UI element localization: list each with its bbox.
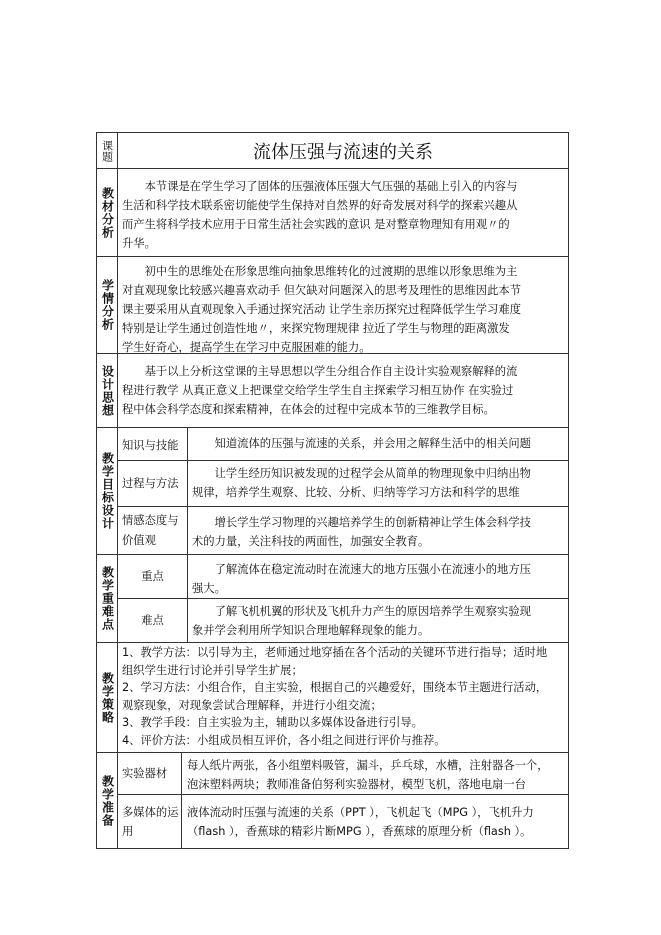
page-title: 流体压强与流速的关系 bbox=[253, 141, 433, 163]
text-line: 初中生的思维处在形象思维向抽象思维转化的过渡期的思维以形象思维为主 bbox=[122, 265, 518, 278]
text-line: 让学生经历知识被发现的过程学会从简单的物理现象中归纳出物 bbox=[192, 467, 531, 480]
teaching-strategy-label: 教学策略 bbox=[100, 671, 115, 724]
text-line: 了解飞机机翼的形状及飞机升力产生的原因培养学生观察实验现 bbox=[192, 605, 531, 618]
text-line: 2、学习方法：小组合作，自主实验，根据自己的兴趣爱好，围绕本节主题进行活动， bbox=[122, 681, 548, 694]
teaching-preparation-label: 教学准备 bbox=[100, 774, 115, 827]
multimedia-content bbox=[187, 803, 567, 847]
text-line: 组织学生进行讨论并引导学生扩展； bbox=[122, 663, 303, 677]
text-line: 基于以上分析这堂课的主导思想以学生分组合作自主设计实验观察解释的流 bbox=[122, 365, 518, 378]
text-line: 象并学会利用所学知识合理地解释现象的能力。 bbox=[192, 624, 430, 637]
text-line: 了解流体在稳定流动时在流速大的地方压强小在流速小的地方压 bbox=[192, 563, 531, 576]
text-line: 4、评价方法：小组成员相互评价，各小组之间进行评价与推荐。 bbox=[122, 733, 446, 747]
key-points-label-cell bbox=[97, 555, 117, 642]
topic-label: 课题 bbox=[100, 139, 114, 162]
key-point-label: 重点 bbox=[141, 570, 164, 583]
text-line: 程进行教学 从真正意义上把课堂交给学生学生自主探索学习相互协作 在实验过 bbox=[122, 384, 514, 397]
text-line: 学生好奇心，提高学生在学习中克服困难的能力。 bbox=[122, 341, 371, 353]
text-line: 升华。 bbox=[122, 237, 156, 250]
student-analysis-label-cell bbox=[97, 257, 117, 353]
teaching-goals-label-cell bbox=[97, 428, 117, 554]
text-line: （flash ），香蕉球的精彩片断MPG ），香蕉球的原理分析（flash ）。 bbox=[187, 825, 532, 838]
goal-knowledge-content bbox=[192, 434, 566, 458]
design-idea-label-cell bbox=[97, 354, 117, 427]
topic-label-cell bbox=[97, 133, 117, 168]
text-line: 3、教学手段：自主实验为主，辅助以多媒体设备进行引导。 bbox=[122, 716, 423, 729]
textbook-analysis-label: 教材分析 bbox=[100, 186, 115, 239]
design-idea-label: 设计思想 bbox=[100, 364, 115, 417]
student-analysis-content bbox=[122, 262, 566, 353]
key-points-label: 教学重难点 bbox=[100, 566, 115, 631]
text-line: 泡沫塑料两块；教师准备伯努利实验器材，模型飞机，落地电扇一台 bbox=[187, 778, 526, 791]
text-line: 程中体会科学态度和探索精神，在体会的过程中完成本节的三维教学目标。 bbox=[122, 403, 495, 416]
student-analysis-label: 学情分析 bbox=[100, 279, 115, 331]
text-line: 本节课是在学生学习了固体的压强液体压强大气压强的基础上引入的内容与 bbox=[122, 180, 518, 193]
goal-process-label: 过程与方法 bbox=[122, 476, 179, 490]
text-line: 液体流动时压强与流速的关系（PPT ），飞机起飞（MPG ），飞机升力 bbox=[187, 806, 534, 819]
goal-emotion-content bbox=[192, 513, 566, 553]
difficult-point-label: 难点 bbox=[141, 614, 164, 627]
text-line: 1、教学方法：以引导为主，老师通过地穿插在各个活动的关键环节进行指导；适时地 bbox=[122, 646, 548, 659]
multimedia-label: 多媒体的运用 bbox=[122, 806, 179, 838]
text-line: 生活和科学技术联系密切能使学生保持对自然界的好奇发展对科学的探索兴趣从 bbox=[122, 199, 518, 212]
text-line: 术的力量，关注科技的两面性，加强安全教育。 bbox=[192, 535, 430, 548]
goal-emotion-label: 情感态度与价值观 bbox=[122, 514, 179, 547]
goal-knowledge-label: 知识与技能 bbox=[122, 439, 179, 452]
text-line: 强大。 bbox=[192, 582, 226, 595]
teaching-strategy-label-cell bbox=[97, 643, 117, 752]
text-line: 知道流体的压强与流速的关系，并会用之解释生活中的相关问题 bbox=[192, 437, 531, 450]
text-line: 特别是让学生通过创造性地〃，来探究物理规律 拉近了学生与物理的距离激发 bbox=[122, 322, 510, 335]
teaching-preparation-label-cell bbox=[97, 753, 117, 848]
text-line: 每人纸片两张，各小组塑料吸管，漏斗，乒乓球，水槽，注射器各一个， bbox=[187, 759, 549, 772]
equipment-content bbox=[187, 756, 567, 794]
design-idea-content bbox=[122, 362, 566, 426]
text-line: 规律，培养学生观察、比较、分析、归纳等学习方法和科学的思维 bbox=[192, 486, 520, 499]
text-line: 对直观现象比较感兴趣喜欢动手 但欠缺对问题深入的思考及理性的思维因此本节 bbox=[122, 284, 521, 297]
text-line: 而产生将科学技术应用于日常生活社会实践的意识 是对整章物理知有用观〃的 bbox=[122, 218, 510, 231]
goal-process-content bbox=[192, 464, 566, 505]
text-line: 课主要采用从直观现象入手通过探究活动 让学生亲历探究过程降低学生学习难度 bbox=[122, 303, 521, 316]
teaching-strategy-content bbox=[122, 644, 566, 752]
textbook-analysis-content bbox=[122, 177, 566, 255]
key-point-content bbox=[192, 560, 566, 598]
textbook-analysis-label-cell bbox=[97, 169, 117, 256]
text-line: 观察现象，对现象尝试合理解释，并进行小组交流； bbox=[122, 698, 382, 712]
text-line: 增长学生学习物理的兴趣培养学生的创新精神让学生体会科学技 bbox=[192, 516, 531, 529]
teaching-goals-label: 教学目标设计 bbox=[100, 452, 115, 530]
difficult-point-content bbox=[192, 602, 566, 642]
equipment-label: 实验器材 bbox=[122, 767, 168, 780]
